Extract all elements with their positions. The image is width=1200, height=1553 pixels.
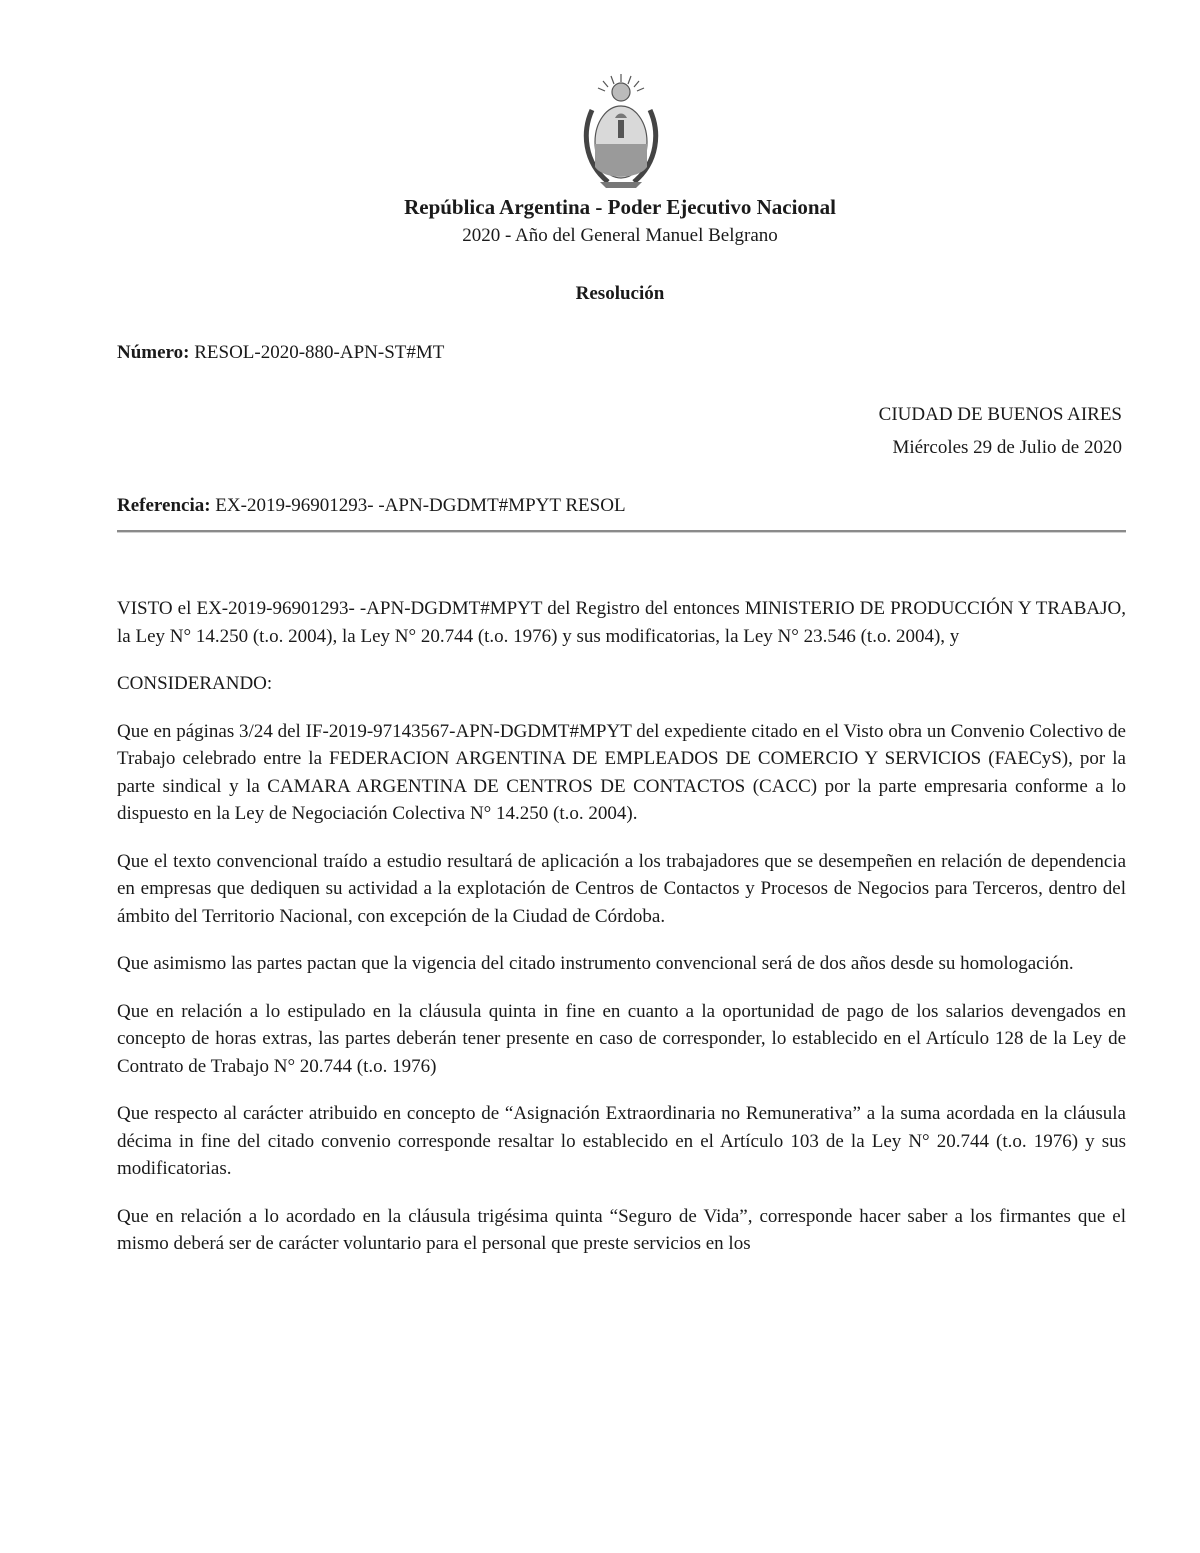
referencia-value: EX-2019-96901293- -APN-DGDMT#MPYT RESOL [215, 495, 626, 516]
paragraph: Que respecto al carácter atribuido en concepto de “Asignación Extraordinaria no Remunerativa” a la suma acordada en la cláusula décima in fine del citado convenio corresponde resaltar lo establecido en el Artículo 103 de la Ley N° 20.744 (t.o. 1976) y sus modificatorias. [117, 1103, 1126, 1179]
referencia-label: Referencia: [117, 495, 211, 516]
city: CIUDAD DE BUENOS AIRES [878, 404, 1122, 425]
referencia-line [117, 495, 626, 517]
paragraph: VISTO el EX-2019-96901293- -APN-DGDMT#MPYT del Registro del entonces MINISTERIO DE PRODUCCIÓN Y TRABAJO, la Ley N° 14.250 (t.o. 2004), la Ley N° 20.744 (t.o. 1976) y sus modificatorias, la Ley N° 23.546 (t.o. 2004), y [117, 598, 1126, 647]
paragraph: Que en páginas 3/24 del IF-2019-97143567-APN-DGDMT#MPYT del expediente citado en el Visto obra un Convenio Colectivo de Trabajo celebrado entre la FEDERACION ARGENTINA DE EMPLEADOS DE COMERCIO Y SERVICIOS (FAECyS), por la parte sindical y la CAMARA ARGENTINA DE CENTROS DE CONTACTOS (CACC) por la parte empresaria conforme a lo dispuesto en la Ley de Negociación Colectiva N° 14.250 (t.o. 2004). [117, 720, 1126, 824]
divider [117, 530, 1126, 533]
paragraph: Que el texto convencional traído a estudio resultará de aplicación a los trabajadores que se desempeñen en relación de dependencia en empresas que dediquen su actividad a la explotación de Centros de Contactos y Procesos de Negocios para Terceros, dentro del ámbito del Territorio Nacional, con excepción de la Ciudad de Córdoba. [117, 850, 1126, 927]
paragraph: Que en relación a lo acordado en la cláusula trigésima quinta “Seguro de Vida”, corresponde hacer saber a los firmantes que el mismo deberá ser de carácter voluntario para el personal que preste servicios en los [117, 1205, 1126, 1254]
header-subtitle: 2020 - Año del General Manuel Belgrano [462, 225, 778, 246]
header-title: República Argentina - Poder Ejecutivo Nacional [404, 195, 836, 219]
coat-of-arms-icon [578, 72, 664, 192]
numero-line [117, 342, 444, 364]
paragraph: CONSIDERANDO: [117, 673, 273, 694]
numero-label: Número: [117, 342, 190, 363]
date: Miércoles 29 de Julio de 2020 [892, 437, 1122, 458]
paragraph: Que en relación a lo estipulado en la cláusula quinta in fine en cuanto a la oportunidad de pago de los salarios devengados en concepto de horas extras, las partes deberán tener presente en caso de corresponder, lo establecido en el Artículo 128 de la Ley de Contrato de Trabajo N° 20.744 (t.o. 1976) [117, 1000, 1126, 1077]
numero-value: RESOL-2020-880-APN-ST#MT [194, 342, 445, 363]
paragraph: Que asimismo las partes pactan que la vigencia del citado instrumento convencional será de dos años desde su homologación. [117, 953, 1074, 974]
document-type: Resolución [575, 283, 665, 304]
document-body [117, 595, 1126, 1278]
